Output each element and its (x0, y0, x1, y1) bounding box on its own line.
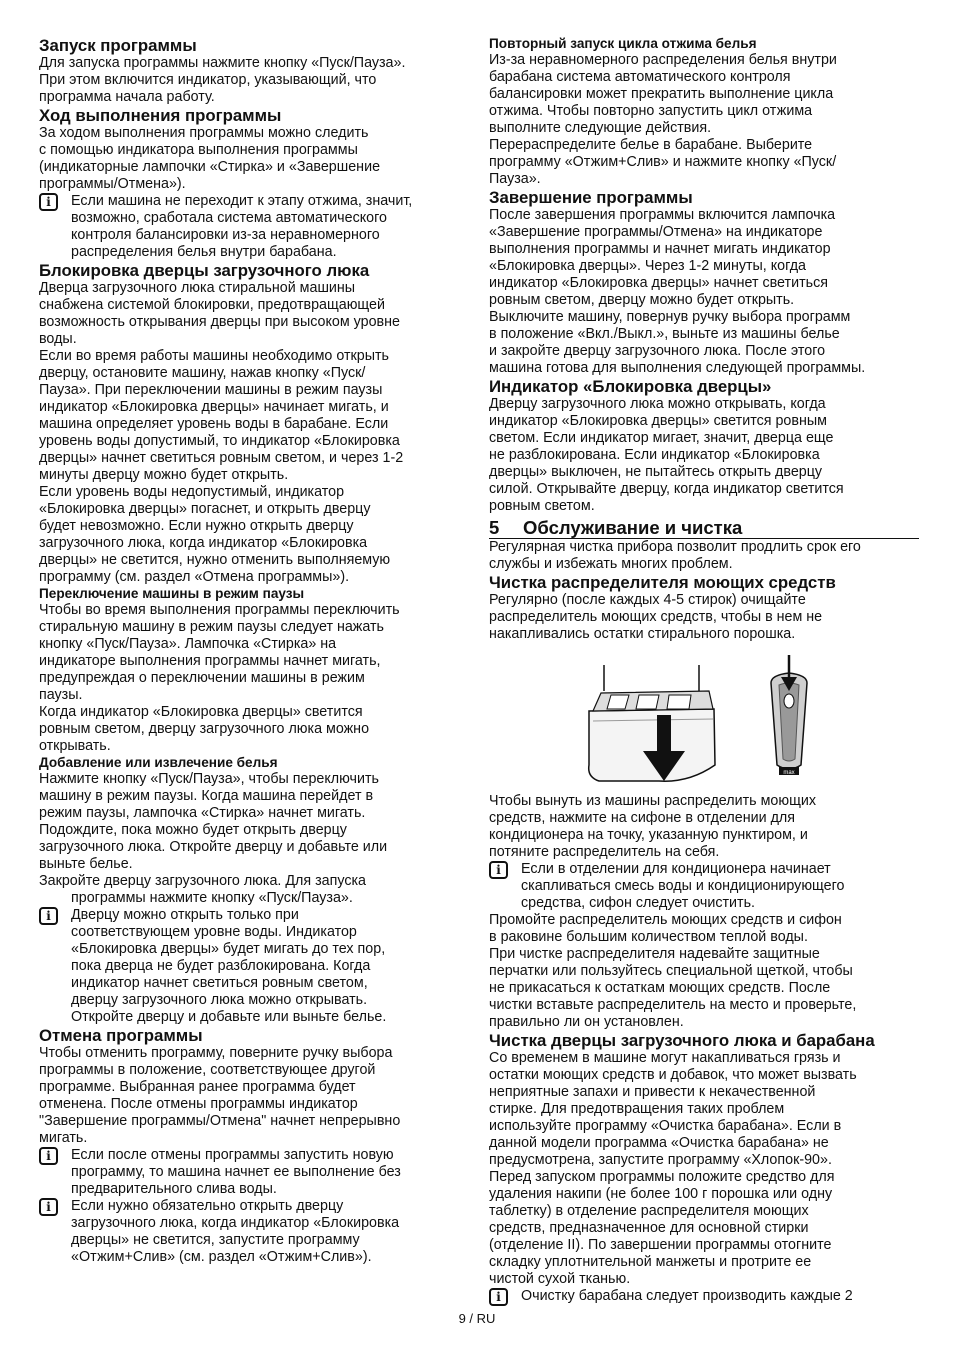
text-line: Перераспределите белье в барабане. Выберите (489, 137, 813, 153)
heading-lock-indicator: Индикатор «Блокировка дверцы» (489, 377, 772, 396)
heading-add-laundry: Добавление или извлечение белья (39, 755, 278, 770)
text-door-lock (39, 280, 459, 586)
dispenser-drawing (489, 655, 919, 785)
text-line: Нажмите кнопку «Пуск/Пауза», чтобы переключить (39, 771, 379, 787)
text-line: загрузочного люка, когда индикатор «Блокировка (39, 535, 368, 551)
text-line: (отделение II). По завершении программы отогните (489, 1237, 832, 1253)
text-wash-dispenser (489, 912, 919, 1031)
note-add-text (71, 907, 459, 1026)
note-siphon (489, 861, 919, 912)
heading-respin: Повторный запуск цикла отжима белья (489, 36, 757, 51)
text-line: балансировки может прекратить выполнение цикла (489, 86, 834, 102)
text-line: программу (см. раздел «Отмена программы»). (39, 569, 350, 585)
text-line: Дверца загрузочного люка стиральной машины (39, 280, 356, 296)
text-line: используйте программу «Очистка барабана». Если в (489, 1118, 842, 1134)
text-line: Если машина не переходит к этапу отжима, значит, (71, 193, 413, 209)
text-line: ровным светом, дверцу загрузочного люка можно (39, 721, 370, 737)
text-line: При чистке распределителя надевайте защитные (489, 946, 820, 962)
text-line: (индикаторные лампочки «Стирка» и «Завершение (39, 159, 381, 175)
text-line: таблетку) в отделение распределителя моющих (489, 1203, 809, 1219)
text-line: Со временем в машине могут накапливаться грязь и (489, 1050, 841, 1066)
text-add-laundry (39, 771, 459, 890)
text-line: неприятные запахи и привести к некачественной (489, 1084, 816, 1100)
text-start (39, 55, 459, 106)
heading-door-lock: Блокировка дверцы загрузочного люка (39, 261, 370, 280)
text-line: Регулярно (после каждых 4-5 стирок) очищайте (489, 592, 806, 608)
text-line: индикатор «Блокировка дверцы» начнет светиться (489, 275, 828, 291)
text-line: Перед запуском программы положите средство для (489, 1169, 835, 1185)
text-line: индикатор «Блокировка дверцы» начинает мигать, и (39, 399, 389, 415)
text-line: потяните распределитель на себя. (489, 844, 720, 860)
text-line: удаления накипи (не более 100 г порошка или одну (489, 1186, 833, 1202)
text-line: программе. Выбранная ранее программа будет (39, 1079, 356, 1095)
text-line: правильно ли он установлен. (489, 1014, 684, 1030)
text-line: Откройте дверцу и добавьте или выньте белье. (71, 1009, 387, 1025)
text-line: чистки вставьте распределитель на место и проверьте, (489, 997, 857, 1013)
info-icon: i (39, 1147, 58, 1165)
text-line: Если в отделении для кондиционера начинает (521, 861, 831, 877)
text-line: в положение «Вкл./Выкл.», выньте из машины белье (489, 326, 840, 342)
text-drum (489, 1050, 919, 1288)
text-line: машину в режим паузы. Когда машина перейдет в (39, 788, 374, 804)
note-drum-text: Очистку барабана следует производить каждые 2 (521, 1288, 853, 1304)
right-column (489, 36, 919, 1305)
text-pause (39, 602, 459, 755)
section-heading-maintenance (489, 517, 919, 539)
text-line: Если во время работы машины необходимо открыть (39, 348, 390, 364)
text-line: Если после отмены программы запустить новую (71, 1147, 394, 1163)
max-label: max (783, 770, 795, 776)
text-line: «Блокировка дверцы» погаснет, и открыть дверцу (39, 501, 371, 517)
text-line: Дверцу загрузочного люка можно открывать, когда (489, 396, 826, 412)
text-line: ровным светом. (489, 498, 595, 514)
text-line: «Отжим+Слив» (см. раздел «Отжим+Слив»). (71, 1249, 372, 1265)
note-add-laundry (39, 907, 459, 1026)
text-line: будет невозможно. Если нужно открыть дверцу (39, 518, 354, 534)
text-line: не прикасаться к остаткам моющих средств. После (489, 980, 831, 996)
text-line: После завершения программы включится лампочка (489, 207, 836, 223)
note-cancel-2-text (71, 1198, 459, 1266)
text-line: службы и избежать многих проблем. (489, 556, 733, 572)
text-line: распределения белья внутри барабана. (71, 244, 337, 260)
note-drum (489, 1288, 919, 1305)
text-cancel (39, 1045, 459, 1147)
text-line: распределитель моющих средств, чтобы в нем не (489, 609, 823, 625)
text-line: Для запуска программы нажмите кнопку «Пуск/Пауза». (39, 55, 406, 71)
text-line: Если уровень воды недопустимый, индикатор (39, 484, 345, 500)
text-line: не разблокирована. Если индикатор «Блокировка (489, 447, 820, 463)
text-line: кнопку «Пуск/Пауза». Лампочка «Стирка» на (39, 636, 337, 652)
note-cancel-2 (39, 1198, 459, 1266)
text-line: соответствующем уровне воды. Индикатор (71, 924, 357, 940)
text-line: складку уплотнительной манжеты и протрите ее (489, 1254, 812, 1270)
text-line: чистой сухой тканью. (489, 1271, 631, 1287)
text-line: выньте белье. (39, 856, 133, 872)
info-icon: i (489, 1288, 508, 1306)
text-line: дверцы» начнет светиться ровным светом, и через 1-2 (39, 450, 404, 466)
text-line: силой. Открывайте дверцу, когда индикатор светится (489, 481, 844, 497)
text-line: программа начала работу. (39, 89, 215, 105)
text-line: стирке. Для предотвращения таких проблем (489, 1101, 785, 1117)
text-line: дверцы» не светится, запустите программу (71, 1232, 360, 1248)
note-progress (39, 193, 459, 261)
text-line: «Блокировка дверцы» будет мигать до тех пор, (71, 941, 386, 957)
text-line: дверцу, остановите машину, нажав кнопку «Пуск/ (39, 365, 366, 381)
text-line: паузы. (39, 687, 83, 703)
text-add-indent: программы нажмите кнопку «Пуск/Пауза». (71, 890, 353, 906)
text-line: Пауза». При переключении машины в режим паузы (39, 382, 383, 398)
text-line: Пауза». (489, 171, 541, 187)
text-line: выполните следующие действия. (489, 120, 712, 136)
text-line: индикатор начнет светиться ровным светом, (71, 975, 368, 991)
text-line: барабана система автоматического контроля (489, 69, 791, 85)
heading-drum-cleaning: Чистка дверцы загрузочного люка и барабана (489, 1031, 875, 1050)
text-line: загрузочного люка, когда индикатор «Блокировка (71, 1215, 400, 1231)
text-line: минуты дверцу можно будет открыть. (39, 467, 289, 483)
text-line: мигать. (39, 1130, 88, 1146)
note-cancel-1 (39, 1147, 459, 1198)
text-line: загрузочного люка. Откройте дверцу и добавьте или (39, 839, 388, 855)
section-title: Обслуживание и чистка (523, 517, 743, 538)
text-line: программу, то машина начнет ее выполнение без (71, 1164, 401, 1180)
heading-dispenser-cleaning: Чистка распределителя моющих средств (489, 573, 836, 592)
heading-cancel-program: Отмена программы (39, 1026, 203, 1045)
text-line: светом. Если индикатор мигает, значит, дверца еще (489, 430, 834, 446)
text-line: перчатки или пользуйтесь специальной щеткой, чтобы (489, 963, 853, 979)
info-icon: i (39, 1198, 58, 1216)
text-line: предварительного слива воды. (71, 1181, 277, 1197)
text-line: При этом включится индикатор, указывающий, что (39, 72, 377, 88)
text-line: ровным светом, дверцу можно будет открыть. (489, 292, 795, 308)
text-line: данной модели программа «Очистка барабана» не (489, 1135, 829, 1151)
text-line: Чтобы отменить программу, поверните ручку выбора (39, 1045, 393, 1061)
text-line: Закройте дверцу загрузочного люка. Для запуска (39, 873, 367, 889)
text-line: За ходом выполнения программы можно следить (39, 125, 369, 141)
info-icon: i (39, 193, 58, 211)
text-line: программу «Отжим+Слив» и нажмите кнопку «Пуск/ (489, 154, 837, 170)
info-icon: i (39, 907, 58, 925)
text-line: уровень воды допустимый, то индикатор «Блокировка (39, 433, 400, 449)
text-line: "Завершение программы/Отмена" начнет непрерывно (39, 1113, 401, 1129)
text-line: Выключите машину, повернув ручку выбора программ (489, 309, 851, 325)
text-line: выполнения программы и начнет мигать индикатор (489, 241, 831, 257)
text-line: дверцы» выключен, не пытайтесь открыть дверцу (489, 464, 823, 480)
text-line: индикатор «Блокировка дверцы» светится ровным (489, 413, 827, 429)
text-line: «Блокировка дверцы». Через 1-2 минуты, когда (489, 258, 806, 274)
note-cancel-1-text (71, 1147, 459, 1198)
text-line: накапливались остатки стирального порошка. (489, 626, 796, 642)
text-line: в раковине большим количеством теплой воды. (489, 929, 808, 945)
heading-program-progress: Ход выполнения программы (39, 106, 282, 125)
text-line: режим паузы, лампочка «Стирка» начнет мигать. (39, 805, 366, 821)
text-line: Если нужно обязательно открыть дверцу (71, 1198, 344, 1214)
text-line: воды. (39, 331, 77, 347)
text-line: Подождите, пока можно будет открыть дверцу (39, 822, 347, 838)
text-line: Чтобы во время выполнения программы переключить (39, 602, 400, 618)
text-line: машина готова для выполнения следующей программы. (489, 360, 866, 376)
text-line: отменена. После отмены программы индикатор (39, 1096, 358, 1112)
text-line: «Завершение программы/Отмена» на индикаторе (489, 224, 823, 240)
text-line: с помощью индикатора выполнения программы (39, 142, 358, 158)
text-line: и закройте дверцу загрузочного люка. После этого (489, 343, 826, 359)
heading-program-end: Завершение программы (489, 188, 693, 207)
text-program-end (489, 207, 919, 377)
text-lock-indicator (489, 396, 919, 515)
text-progress (39, 125, 459, 193)
text-line: предупреждая о переключении машины в режим (39, 670, 365, 686)
info-icon: i (489, 861, 508, 879)
text-line: Промойте распределитель моющих средств и сифон (489, 912, 842, 928)
text-line: средств, нажмите на сифоне в отделении для (489, 810, 795, 826)
text-line: отжима. Чтобы повторно запустить цикл отжима (489, 103, 813, 119)
text-line: Когда индикатор «Блокировка дверцы» светится (39, 704, 363, 720)
text-maintenance (489, 539, 919, 573)
section-number: 5 (489, 517, 500, 538)
text-line: Из-за неравномерного распределения белья внутри (489, 52, 837, 68)
text-line: дверцу загрузочного люка можно открывать. (71, 992, 368, 1008)
page-number: 9 / RU (458, 1311, 496, 1326)
text-line: индикаторе выполнения программы начнет мигать, (39, 653, 381, 669)
text-line: средства, сифон следует очистить. (521, 895, 755, 911)
note-siphon-text (521, 861, 919, 912)
text-line: программы/Отмена»). (39, 176, 186, 192)
text-dispenser (489, 592, 919, 643)
text-line: Чтобы вынуть из машины распределить моющих (489, 793, 816, 809)
text-line: дверцы» не светится, нужно отменить выполняемую (39, 552, 391, 568)
text-line: снабжена системой блокировки, предотвращающей (39, 297, 385, 313)
text-line: возможность открывания дверцы при высоком уровне (39, 314, 400, 330)
text-line: открывать. (39, 738, 111, 754)
text-line: кондиционера на точку, указанную пунктиром, и (489, 827, 808, 843)
text-line: возможно, сработала система автоматического (71, 210, 387, 226)
text-line: предусмотрена, запустите программу «Хлопок-90». (489, 1152, 832, 1168)
dispenser-illustration (489, 655, 919, 785)
left-column (39, 36, 459, 1266)
text-line: средств, предназначенное для основной стирки (489, 1220, 809, 1236)
text-line: контроля балансировки из-за неравномерного (71, 227, 380, 243)
text-respin (489, 52, 919, 188)
text-remove-dispenser (489, 793, 919, 861)
heading-start-program: Запуск программы (39, 36, 197, 55)
text-line: пока дверца не будет разблокирована. Когда (71, 958, 371, 974)
text-line: Регулярная чистка прибора позволит продлить срок его (489, 539, 861, 555)
text-line: скапливаться смесь воды и кондиционирующего (521, 878, 845, 894)
text-line: машина определяет уровень воды в барабане. Если (39, 416, 389, 432)
note-progress-text (71, 193, 459, 261)
text-line: стиральную машину в режим паузы следует нажать (39, 619, 385, 635)
text-line: остатки моющих средств и добавок, что может вызвать (489, 1067, 857, 1083)
heading-pause: Переключение машины в режим паузы (39, 586, 305, 601)
text-line: программы в положение, соответствующее другой (39, 1062, 376, 1078)
text-line: Дверцу можно открыть только при (71, 907, 299, 923)
